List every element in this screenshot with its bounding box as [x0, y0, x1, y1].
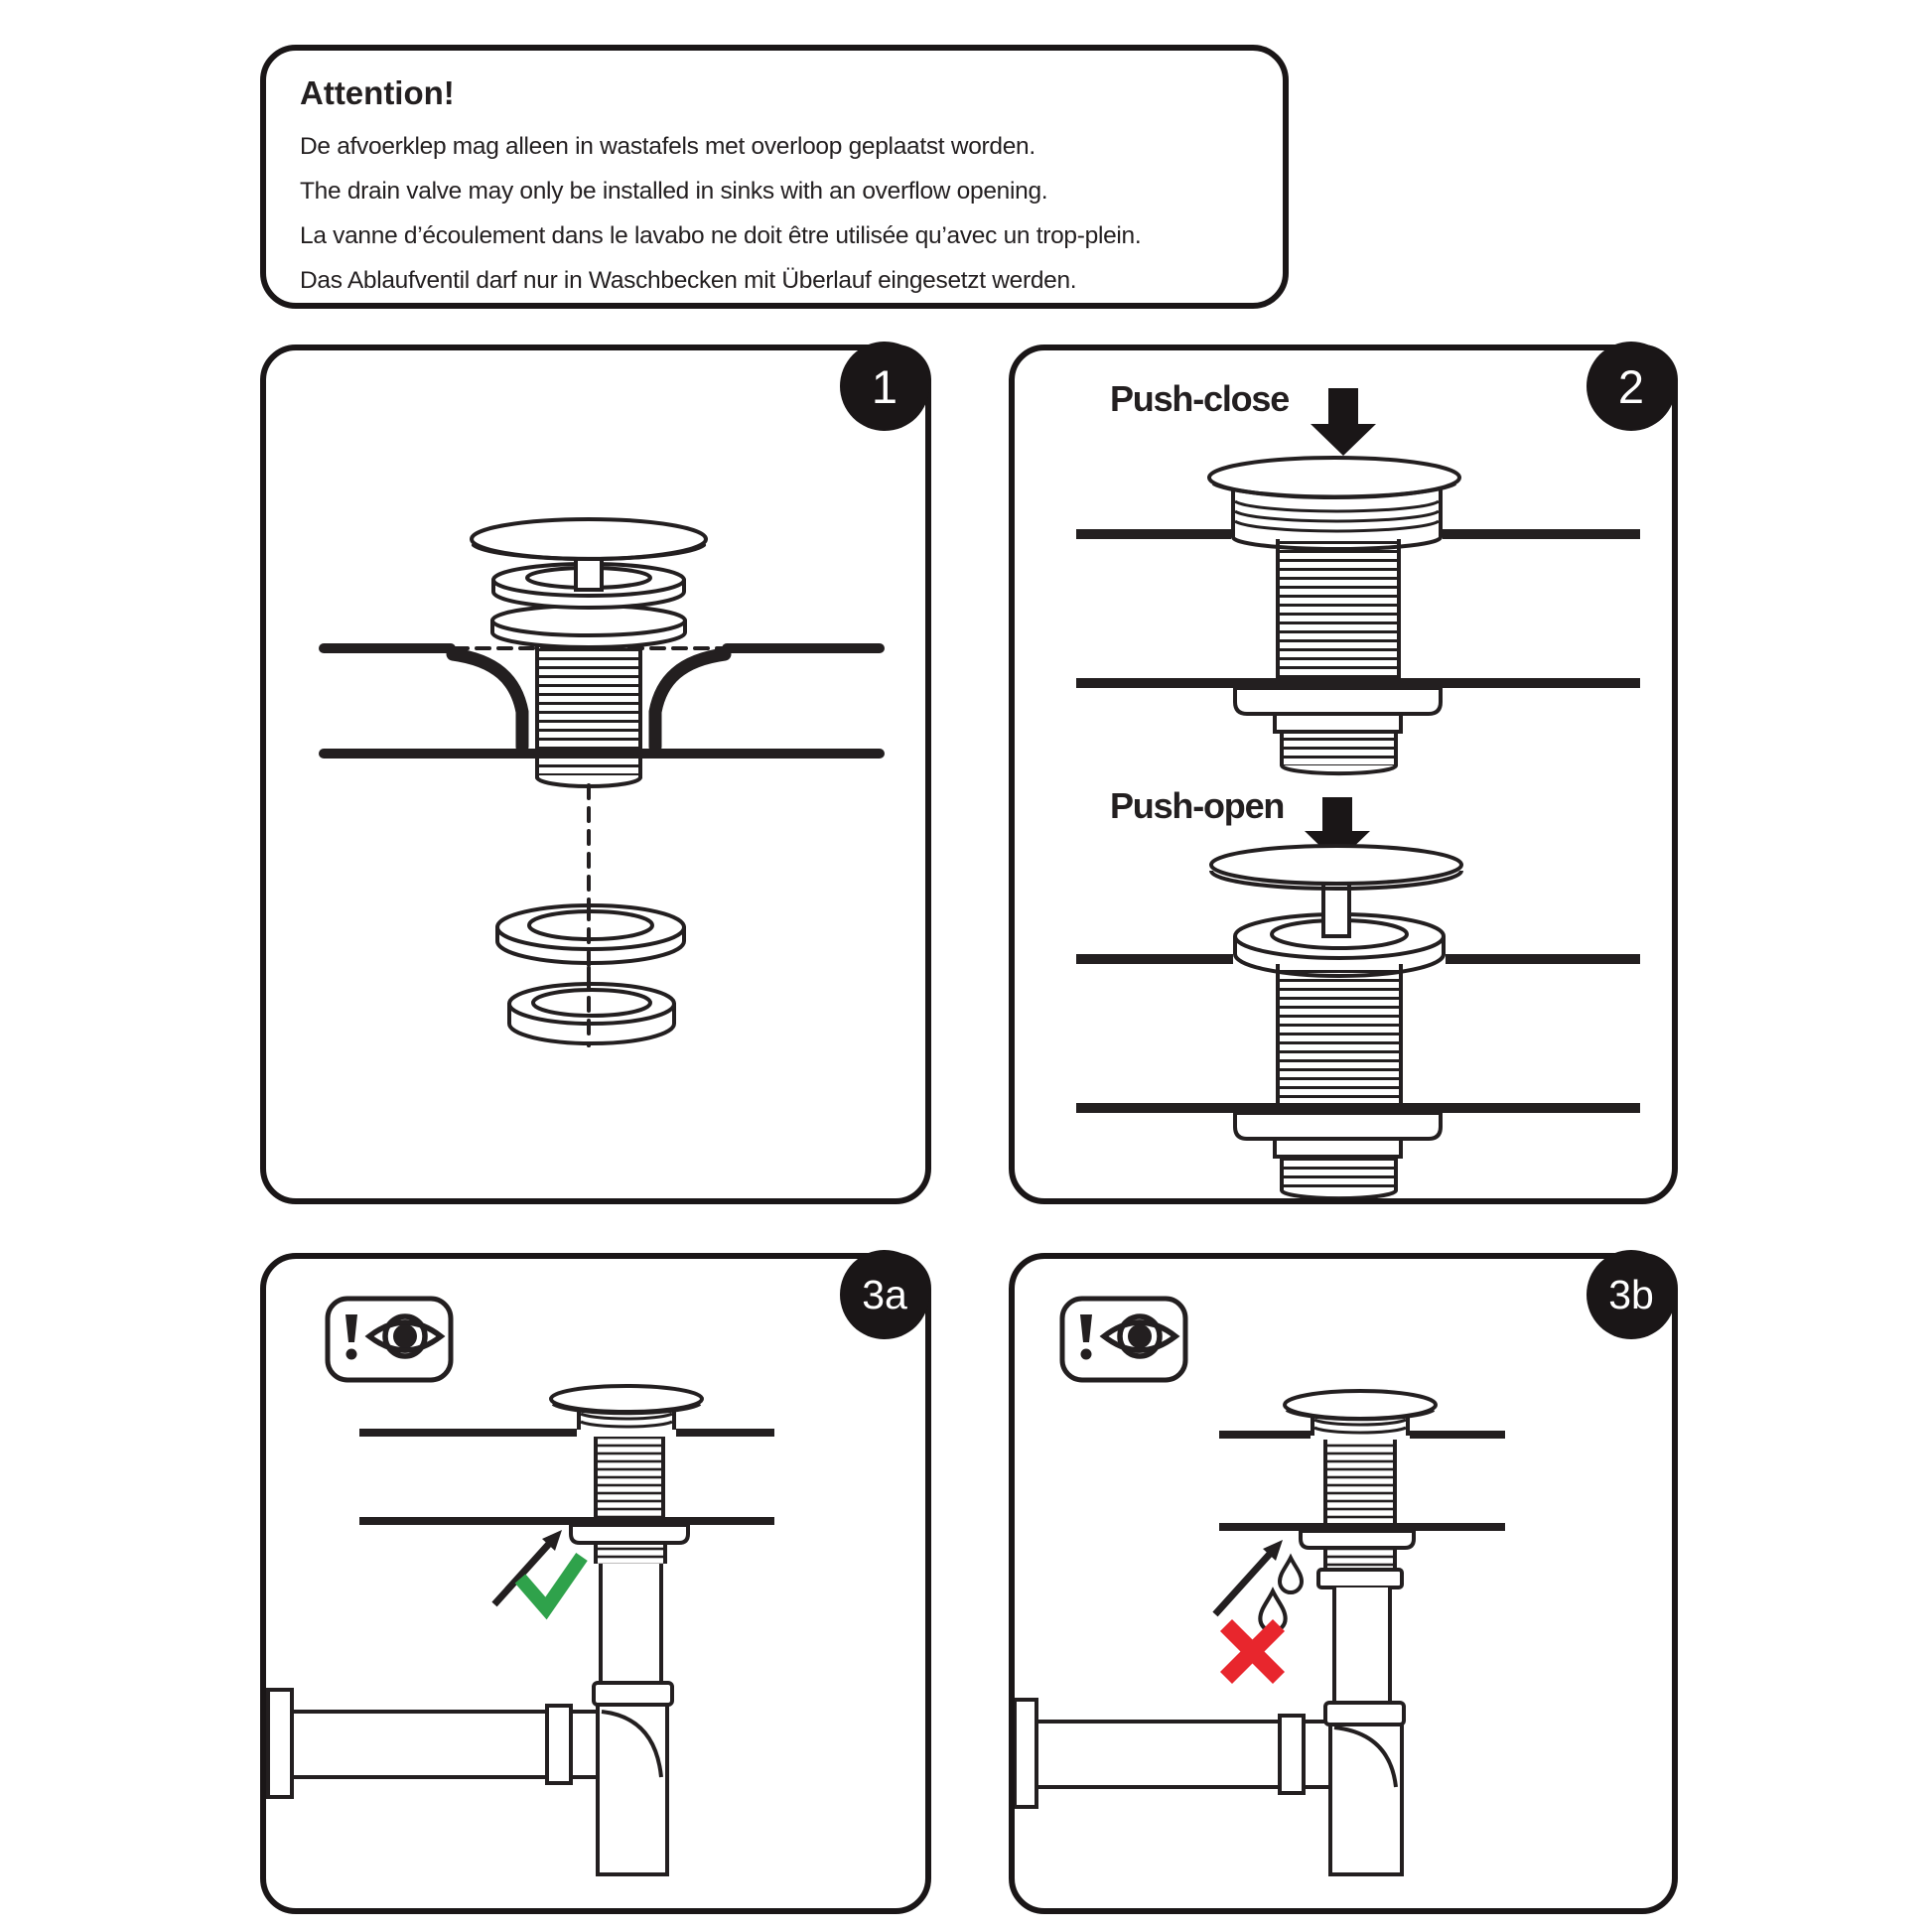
bottle-trap-siphon — [1015, 1587, 1404, 1874]
incorrect-installation-figure — [1015, 1259, 1672, 1908]
open-threaded-body — [1278, 964, 1401, 1105]
valve-operation-figure — [1015, 350, 1672, 1198]
push-open-label: Push-open — [1110, 785, 1285, 826]
open-threaded-tail — [1282, 1157, 1396, 1190]
attention-box — [260, 45, 1289, 309]
open-collar — [1275, 1139, 1401, 1157]
attention-line-dutch: De afvoerklep mag alleen in wastafels met overloop geplaatst worden. — [300, 133, 1035, 160]
push-down-arrow-icon — [1311, 388, 1376, 456]
attention-line-french: La vanne d’écoulement dans le lavabo ne doit être utilisée qu’avec un trop-plein. — [300, 222, 1142, 249]
warning-eye-icon — [328, 1299, 451, 1380]
wall-escutcheon — [1015, 1700, 1036, 1807]
panel-step-3a — [260, 1253, 931, 1914]
lock-nut-ring — [509, 984, 674, 1043]
exploded-drain-valve-figure — [266, 350, 925, 1198]
attention-line-german: Das Ablaufventil darf nur in Waschbecken mit Überlauf eingesetzt werden. — [300, 267, 1077, 294]
step-badge-3a: 3a — [840, 1250, 929, 1339]
closed-collar — [1275, 714, 1401, 732]
drain-cap — [472, 519, 706, 559]
correct-installation-figure — [266, 1259, 925, 1908]
panel-step-2 — [1009, 345, 1678, 1204]
closed-threaded-body — [1278, 539, 1399, 680]
warning-eye-icon — [1062, 1299, 1185, 1380]
attention-title: Attention! — [300, 74, 455, 111]
installed-valve — [359, 1386, 774, 1564]
water-drops-icon — [1260, 1558, 1302, 1631]
panel-step-3b — [1009, 1253, 1678, 1914]
attention-line-english: The drain valve may only be installed in sinks with an overflow opening. — [300, 178, 1048, 205]
step-badge-1: 1 — [840, 342, 929, 431]
step-badge-2: 2 — [1587, 342, 1676, 431]
step-badge-3b: 3b — [1587, 1250, 1676, 1339]
open-cap-stem — [1323, 884, 1349, 936]
closed-lock-flange — [1235, 688, 1441, 714]
closed-threaded-tail — [1282, 732, 1396, 765]
cross-icon — [1226, 1625, 1279, 1678]
wall-escutcheon — [268, 1690, 292, 1797]
bottle-trap-siphon — [268, 1564, 672, 1874]
body-flange — [492, 606, 685, 647]
panel-step-1 — [260, 345, 931, 1204]
open-lock-flange — [1235, 1113, 1441, 1139]
closed-drain-cap — [1209, 458, 1459, 497]
push-close-label: Push-close — [1110, 378, 1290, 419]
open-drain-cap — [1211, 846, 1461, 889]
